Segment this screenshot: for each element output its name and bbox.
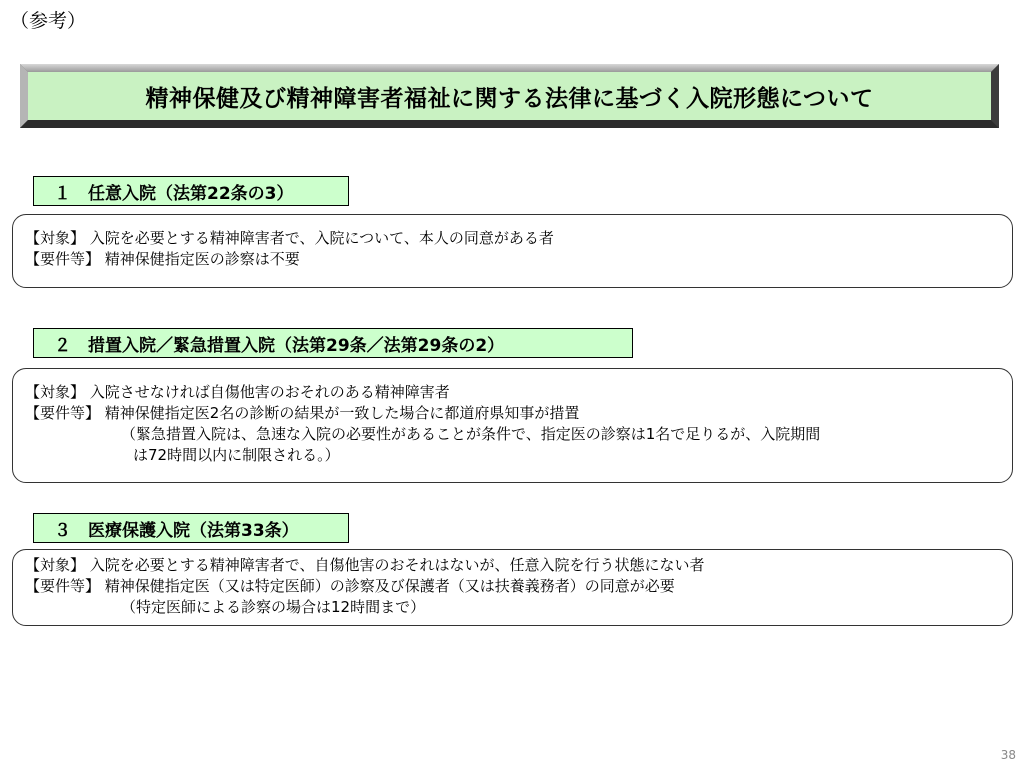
section-2-header: ２ 措置入院／緊急措置入院（法第29条／法第29条の2）	[33, 328, 633, 358]
section-3-target: 【対象】 入院を必要とする精神障害者で、自傷他害のおそれはないが、任意入院を行う状態にない者	[25, 556, 705, 574]
section-1-target: 【対象】 入院を必要とする精神障害者で、入院について、本人の同意がある者	[25, 229, 554, 247]
section-2-note-line-2: は72時間以内に制限される。）	[133, 446, 340, 464]
section-3-header: ３ 医療保護入院（法第33条）	[33, 513, 349, 543]
reference-label: （参考）	[10, 10, 87, 32]
section-2-requirements: 【要件等】 精神保健指定医2名の診断の結果が一致した場合に都道府県知事が措置	[25, 404, 580, 422]
section-1-requirements: 【要件等】 精神保健指定医の診察は不要	[25, 250, 300, 268]
page-number: 38	[1000, 748, 1016, 762]
section-2-target: 【対象】 入院させなければ自傷他害のおそれのある精神障害者	[25, 383, 450, 401]
page-title: 精神保健及び精神障害者福祉に関する法律に基づく入院形態について	[28, 72, 991, 120]
section-3-note: （特定医師による診察の場合は12時間まで）	[121, 598, 426, 616]
section-3-box	[12, 549, 1013, 626]
section-2-box	[12, 368, 1013, 483]
section-1-header: １ 任意入院（法第22条の3）	[33, 176, 349, 206]
section-1-box	[12, 214, 1013, 288]
section-3-requirements: 【要件等】 精神保健指定医（又は特定医師）の診察及び保護者（又は扶養義務者）の同意が必要	[25, 577, 675, 595]
title-banner	[20, 64, 999, 128]
section-2-note-line-1: （緊急措置入院は、急速な入院の必要性があることが条件で、指定医の診察は1名で足りるが、入院期間	[121, 425, 821, 443]
